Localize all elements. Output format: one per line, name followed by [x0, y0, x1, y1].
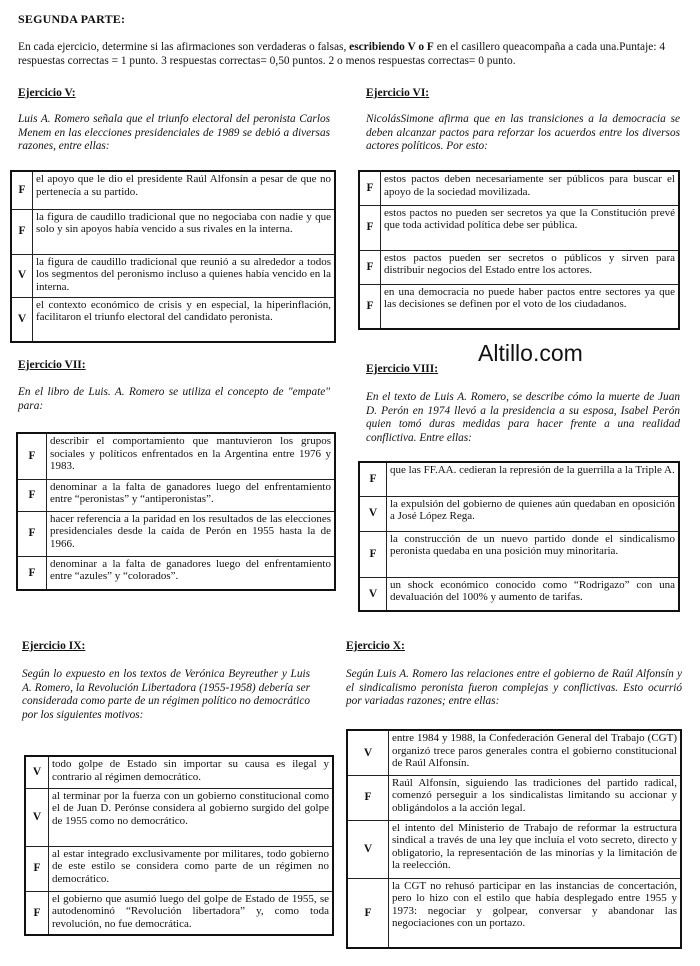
exercise-6-title-text: Ejercicio VI [366, 87, 426, 99]
statement: el contexto económico de crisis y en especial, la hiperinflación, facilitaron el triunfo electoral del candidato peronista. [33, 297, 336, 342]
statement: Raúl Alfonsín, siguiendo las tradiciones del partido radical, comenzó perseguir a los sindicalistas limitando su accionar y obligándolos a la acción legal. [389, 775, 682, 820]
answer-mark[interactable]: V [11, 297, 33, 342]
exercise-8-prompt: En el texto de Luis A. Romero, se describe cómo la muerte de Juan D. Perón en 1974 llevó a la presidencia a su esposa, Isabel Perón quien tomó duras medidas para hacer frente a una realidad conflictiva. Entre ellas: [366, 391, 680, 444]
answer-mark[interactable]: V [347, 820, 389, 878]
instructions-text-a: En cada ejercicio, determine si las afirmaciones son verdaderas o falsas, [18, 41, 350, 53]
exercise-6-table [358, 170, 680, 330]
exercise-5-table [10, 170, 336, 343]
statement: estos pactos deben necesariamente ser públicos para buscar el apoyo de la sociedad movilizada. [381, 171, 680, 205]
exercise-9-title: Ejercicio IX: [22, 640, 86, 652]
statement: hacer referencia a la paridad en los resultados de las elecciones presidenciales desde la caída de Perón en 1955 hasta la de 1966. [47, 511, 336, 556]
answer-mark[interactable]: V [25, 788, 49, 846]
statement: la expulsión del gobierno de quienes aún quedaban en oposición a José López Rega. [387, 496, 680, 531]
statement: el intento del Ministerio de Trabajo de reformar la estructura sindical a través de una ley que incluía el voto secreto, directo y obligatorio, la representación de las minorías y la limitación de la reelección. [389, 820, 682, 878]
table-row [11, 254, 335, 297]
table-row [347, 730, 681, 775]
statement: denominar a la falta de ganadores luego del enfrentamiento entre “peronistas” y “antiperonistas”. [47, 479, 336, 511]
statement: el gobierno que asumió luego del golpe de Estado de 1955, se autodenominó “Revolución libertadora” y, como toda revolución, no fue democrática. [49, 891, 334, 935]
table-row [347, 878, 681, 948]
statement: la figura de caudillo tradicional que reunió a su alrededor a todos los segmentos del peronismo incluso a quienes había vencido en la interna. [33, 254, 336, 297]
statement: al terminar por la fuerza con un gobierno constitucional como el de Juan D. Perónse considera al gobierno surgido del golpe de 1955 como no democrático. [49, 788, 334, 846]
answer-mark[interactable]: F [11, 171, 33, 209]
answer-mark[interactable]: F [359, 531, 387, 577]
exercise-9-prompt: Según lo expuesto en los textos de Verónica Beyreuther y Luis A. Romero, la Revolución Libertadora (1955-1958) debería ser considerada como parte de un régimen político no democrático por los siguientes motivos: [22, 668, 311, 721]
answer-mark[interactable]: V [359, 496, 387, 531]
table-row [359, 462, 679, 496]
exercise-8-title-text: Ejercicio VIII [366, 363, 435, 375]
answer-mark[interactable]: V [11, 254, 33, 297]
answer-mark[interactable]: V [359, 577, 387, 611]
answer-mark[interactable]: F [347, 878, 389, 948]
statement: en una democracia no puede haber pactos entre sectores ya que las decisiones se definen por el voto de los ciudadanos. [381, 284, 680, 329]
answer-mark[interactable]: F [359, 205, 381, 250]
table-row [17, 479, 335, 511]
table-row [359, 250, 679, 284]
exercise-10-table [346, 729, 682, 949]
statement: denominar a la falta de ganadores luego del enfrentamiento entre “azules” y “colorados”. [47, 556, 336, 590]
table-row [25, 756, 333, 788]
exercise-8-title: Ejercicio VIII: [366, 363, 439, 375]
exercise-9-title-text: Ejercicio IX [22, 640, 82, 652]
table-row [359, 284, 679, 329]
table-row [25, 846, 333, 891]
answer-mark[interactable]: V [25, 756, 49, 788]
exercise-5-title: Ejercicio V: [18, 87, 76, 99]
table-row [17, 511, 335, 556]
statement: un shock económico conocido como “Rodrigazo” con una devaluación del 100% y aumento de tarifas. [387, 577, 680, 611]
table-row [359, 531, 679, 577]
answer-mark[interactable]: V [347, 730, 389, 775]
answer-mark[interactable]: F [359, 462, 387, 496]
answer-mark[interactable]: F [17, 433, 47, 479]
exercise-5-title-text: Ejercicio V [18, 87, 72, 99]
page-title: SEGUNDA PARTE: [18, 12, 126, 26]
exercise-7-title: Ejercicio VII: [18, 359, 86, 371]
instructions [18, 40, 668, 68]
table-row [347, 775, 681, 820]
table-row [347, 820, 681, 878]
instructions-text-b: en el casillero queacompaña a cada una.Puntaje: 4 respuestas correctas = 1 punto. 3 respuestas correctas= 0,50 puntos. 2 o menos respuestas correctas= 0 punto. [18, 41, 666, 67]
answer-mark[interactable]: F [359, 171, 381, 205]
exercise-5-prompt: Luis A. Romero señala que el triunfo electoral del peronista Carlos Menem en las elecciones presidenciales de 1989 se debió a diversas razones, entre ellas: [18, 113, 330, 153]
exercise-6-title: Ejercicio VI: [366, 87, 430, 99]
statement: describir el comportamiento que mantuvieron los grupos sociales y políticos enfrentados en la Argentina entre 1976 y 1983. [47, 433, 336, 479]
statement: que las FF.AA. cedieran la represión de la guerrilla a la Triple A. [387, 462, 680, 496]
statement: al estar integrado exclusivamente por militares, todo gobierno de este estilo se considera como parte de un régimen no democrático. [49, 846, 334, 891]
answer-mark[interactable]: F [359, 250, 381, 284]
exercise-8-table [358, 461, 680, 612]
answer-mark[interactable]: F [11, 209, 33, 254]
table-row [17, 556, 335, 590]
answer-mark[interactable]: F [17, 511, 47, 556]
statement: estos pactos pueden ser secretos o públicos y sirven para distribuir negocios del Estado entre los actores. [381, 250, 680, 284]
exercise-7-title-text: Ejercicio VII [18, 359, 82, 371]
answer-mark[interactable]: F [17, 556, 47, 590]
table-row [359, 205, 679, 250]
exercise-7-table [16, 432, 336, 591]
watermark: Altillo.com [478, 340, 583, 366]
exercise-9-table [24, 755, 334, 936]
answer-mark[interactable]: F [25, 891, 49, 935]
answer-mark[interactable]: F [17, 479, 47, 511]
table-row [17, 433, 335, 479]
instructions-bold: escribiendo V o F [349, 41, 434, 53]
exercise-6-prompt: NicolásSimone afirma que en las transiciones a la democracia se deben alcanzar pactos para reforzar los acuerdos entre los diversos actores políticos. Por esto: [366, 113, 680, 153]
statement: estos pactos no pueden ser secretos ya que la Constitución prevé que toda actividad política debe ser pública. [381, 205, 680, 250]
exercise-10-title-text: Ejercicio X [346, 640, 402, 652]
table-row [359, 577, 679, 611]
exercise-10-title: Ejercicio X: [346, 640, 405, 652]
statement: la construcción de un nuevo partido donde el sindicalismo peronista quedaba en una posición muy minoritaria. [387, 531, 680, 577]
statement: todo golpe de Estado sin importar su causa es ilegal y contrario al régimen democrático. [49, 756, 334, 788]
statement: el apoyo que le dio el presidente Raúl Alfonsín a pesar de que no pertenecía a su partido. [33, 171, 336, 209]
answer-mark[interactable]: F [347, 775, 389, 820]
statement: la CGT no rehusó participar en las instancias de concertación, pero lo hizo con el estilo que había desplegado entre 1955 y 1973: negociar y golpear, conversar y abandonar las negociaciones con un portazo. [389, 878, 682, 948]
table-row [25, 788, 333, 846]
answer-mark[interactable]: F [25, 846, 49, 891]
table-row [359, 171, 679, 205]
table-row [11, 209, 335, 254]
table-row [359, 496, 679, 531]
answer-mark[interactable]: F [359, 284, 381, 329]
statement: la figura de caudillo tradicional que no negociaba con nadie y que solo y sin apoyos había vencido a sus rivales en la interna. [33, 209, 336, 254]
table-row [25, 891, 333, 935]
table-row [11, 171, 335, 209]
exercise-7-prompt: En el libro de Luis. A. Romero se utiliza el concepto de "empate" para: [18, 386, 330, 412]
statement: entre 1984 y 1988, la Confederación General del Trabajo (CGT) organizó trece paros generales contra el gobierno constitucional de Raúl Alfonsín. [389, 730, 682, 775]
exercise-10-prompt: Según Luis A. Romero las relaciones entre el gobierno de Raúl Alfonsín y el sindicalismo peronista fueron complejas y conflictivas. Esto ocurrió por variadas razones; entre ellas: [346, 668, 682, 708]
table-row [11, 297, 335, 342]
